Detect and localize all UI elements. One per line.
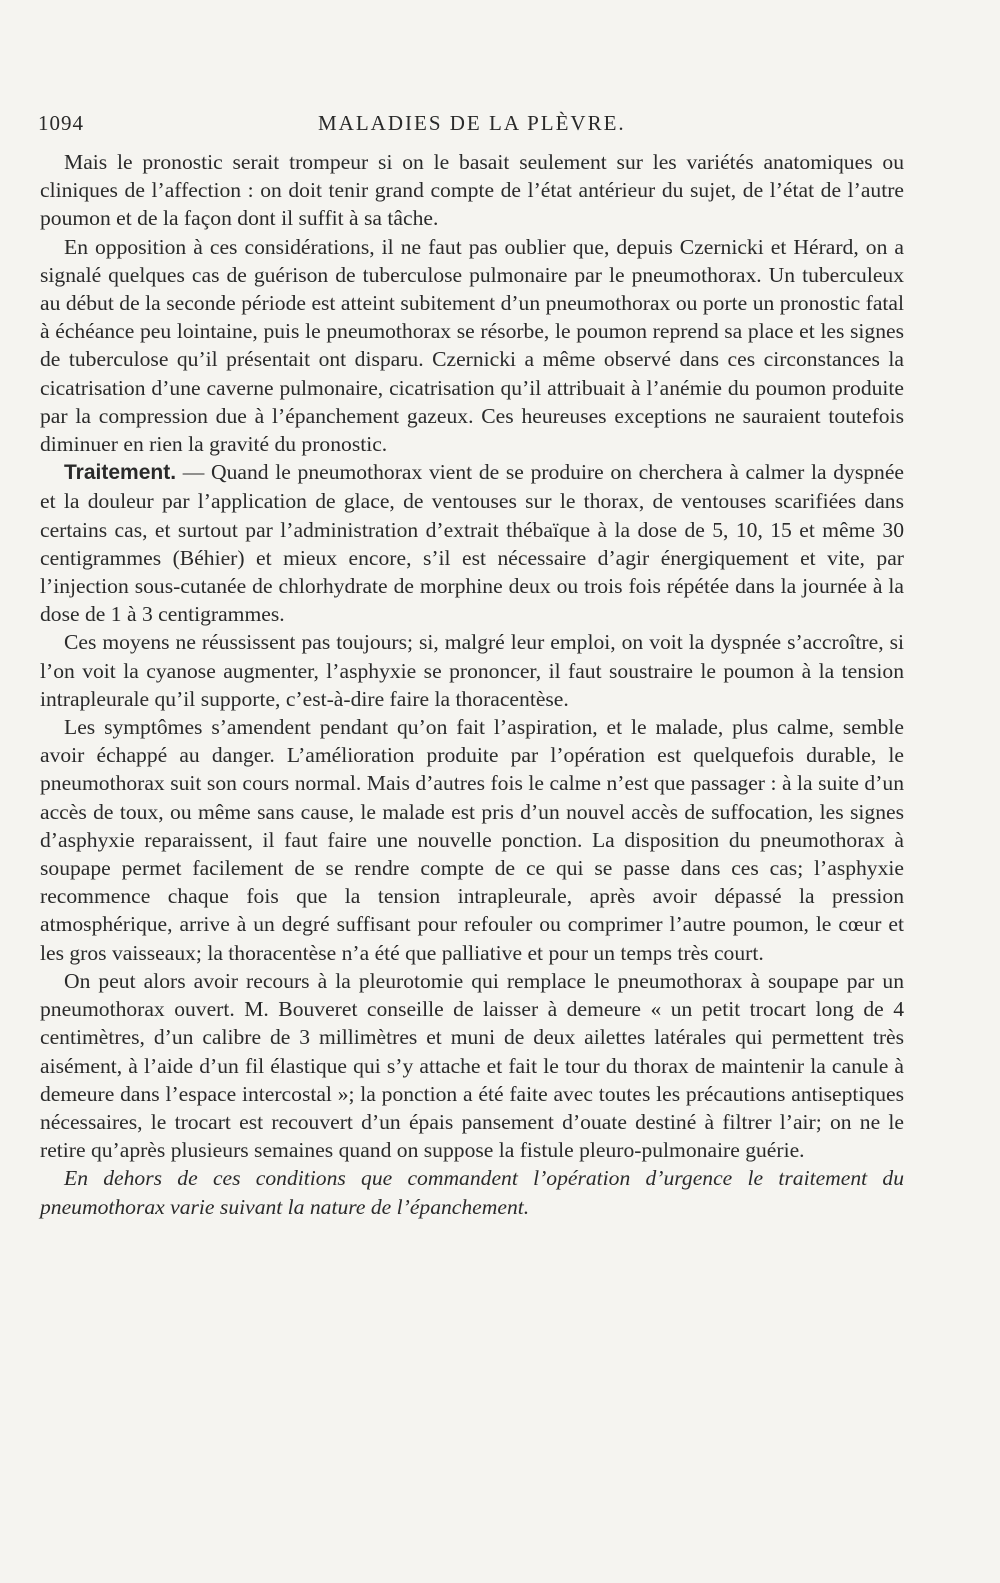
running-title: MALADIES DE LA PLÈVRE. bbox=[318, 111, 626, 135]
body-text bbox=[40, 148, 904, 1221]
paragraph-text: Mais le pronostic serait trompeur si on le basait seulement sur les variétés anatomiques ou cliniques de l’affection : on doit tenir grand compte de l’état antérieur du sujet, de l’état de l’autre poumon et de la façon dont il suffit à sa tâche. bbox=[40, 150, 904, 231]
paragraph-prognosis bbox=[40, 148, 904, 233]
paragraph-text: Ces moyens ne réussissent pas toujours; si, malgré leur emploi, on voit la dyspnée s’accroître, si l’on voit la cyanose augmenter, l’asphyxie se prononcer, il faut soustraire le poumon à la tension intrapleurale qu’il supporte, c’est-à-dire faire la thoracentèse. bbox=[40, 630, 904, 711]
paragraph-text: En dehors de ces conditions que commandent l’opération d’urgence le traitement du pneumothorax varie suivant la nature de l’épanchement. bbox=[40, 1166, 904, 1219]
paragraph-treatment bbox=[40, 458, 904, 628]
paragraph-text: On peut alors avoir recours à la pleurotomie qui remplace le pneumothorax à soupape par un pneumothorax ouvert. M. Bouveret conseille de laisser à demeure « un petit trocart long de 4 centimètres, d’un calibre de 3 millimètres et muni de deux ailettes latérales qui permettent très aisément, à l’aide d’un fil élastique qui s’y attache et fait le tour du thorax de maintenir la canule à demeure dans l’espace intercostal »; la ponction a été faite avec toutes les précautions antiseptiques nécessaires, le trocart est recouvert d’un épais pansement d’ouate destiné à filtrer l’air; on ne le retire qu’après plusieurs semaines quand on suppose la fistule pleuro-pulmonaire guérie. bbox=[40, 968, 904, 1163]
paragraph-text: En opposition à ces considérations, il ne faut pas oublier que, depuis Czernicki et Hérard, on a signalé quelques cas de guérison de tuberculose pulmonaire par le pneumothorax. Un tuberculeux au début de la seconde période est atteint subitement d’un pneumothorax ou porte un pronostic fatal à échéance peu lointaine, puis le pneumothorax se résorbe, le poumon reprend sa place et les signes de tuberculose qu’il présentait ont disparu. Czernicki a même observé dans ces circonstances la cicatrisation d’une caverne pulmonaire, cicatrisation qu’il attribuait à l’anémie du poumon produite par la compression due à l’épanchement gazeux. Ces heureuses exceptions ne sauraient toutefois diminuer en rien la gravité du pronostic. bbox=[40, 234, 904, 457]
paragraph-opposition bbox=[40, 233, 904, 459]
paragraph-text: Les symptômes s’amendent pendant qu’on fait l’aspiration, et le malade, plus calme, semble avoir échappé au danger. L’amélioration produite par l’opération est quelquefois durable, le pneumothorax suit son cours normal. Mais d’autres fois le calme n’est que passager : à la suite d’un accès de toux, ou même sans cause, le malade est pris d’un nouvel accès de suffocation, les signes d’asphyxie reparaissent, il faut faire une nouvelle ponction. La disposition du pneumothorax à soupape permet facilement de se rendre compte de ce qui se passe dans ces cas; l’asphyxie recommence chaque fois que la tension intrapleurale, après avoir dépassé la pression atmosphérique, arrive à un degré suffisant pour refouler ou comprimer l’autre poumon, le cœur et les gros vaisseaux; la thoracentèse n’a été que palliative et pour un temps très court. bbox=[40, 715, 904, 965]
paragraph-pleurotomy bbox=[40, 967, 904, 1164]
section-heading: Traitement. bbox=[64, 461, 177, 485]
paragraph-means bbox=[40, 628, 904, 713]
paragraph-text: — Quand le pneumothorax vient de se produire on cherchera à calmer la dyspnée et la douleur par l’application de glace, de ventouses sur le thorax, de ventouses scarifiées dans certains cas, et surtout par l’administration d’extrait thébaïque à la dose de 5, 10, 15 et même 30 centigrammes (Béhier) et mieux encore, s’il est nécessaire d’agir énergiquement et vite, par l’injection sous-cutanée de chlorhydrate de morphine deux ou trois fois répétée dans la journée à la dose de 1 à 3 centigrammes. bbox=[40, 460, 904, 627]
paragraph-symptoms bbox=[40, 713, 904, 967]
page-header bbox=[38, 111, 968, 141]
paragraph-conclusion bbox=[40, 1164, 904, 1220]
page-number: 1094 bbox=[38, 111, 84, 135]
